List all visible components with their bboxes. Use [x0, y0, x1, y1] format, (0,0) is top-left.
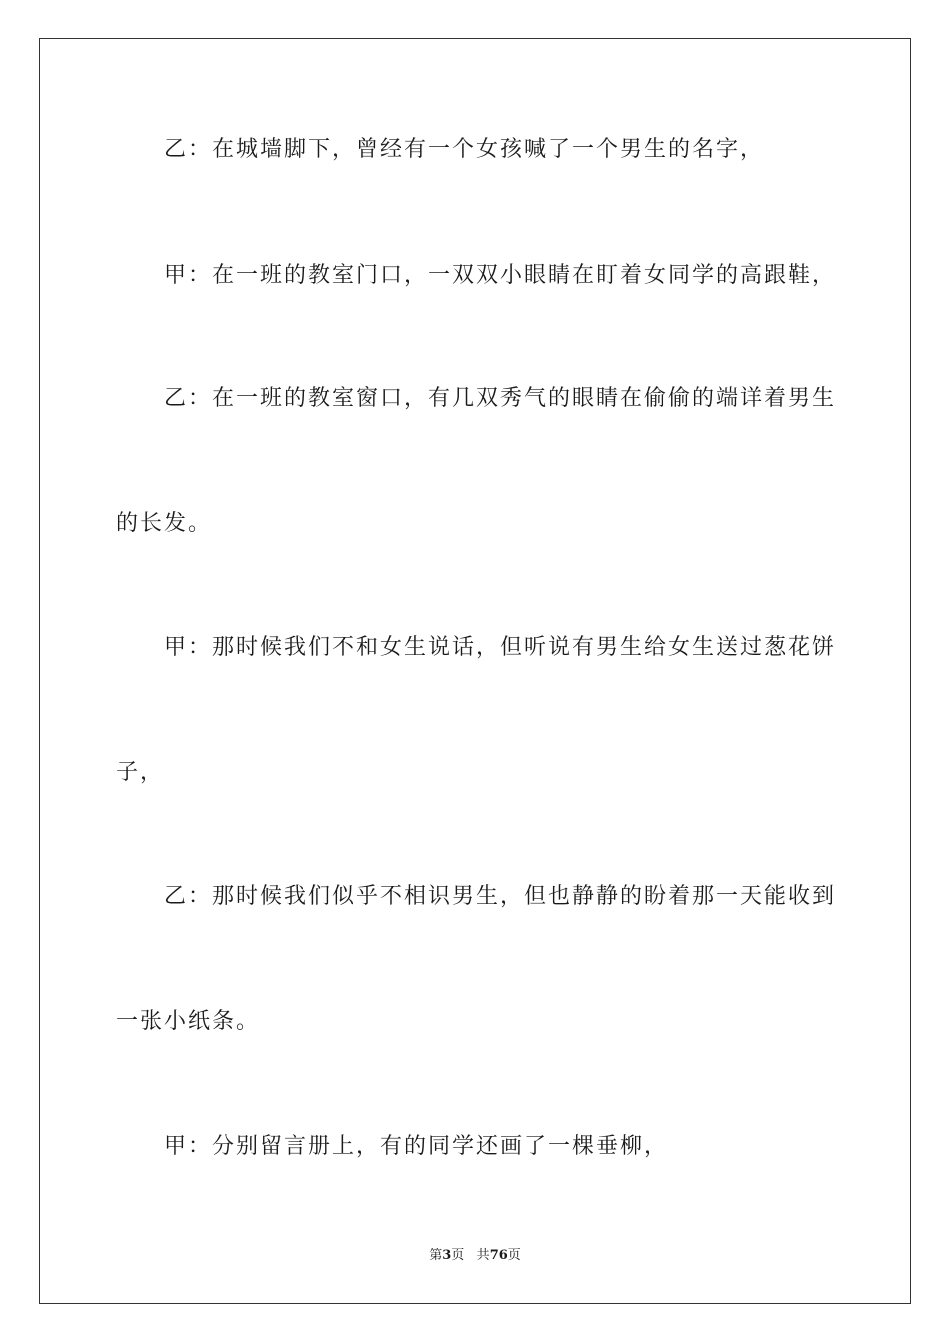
text-line-4: 的长发。 [116, 511, 213, 536]
text-line-3: 乙：在一班的教室窗口，有几双秀气的眼睛在偷偷的端详着男生 [164, 386, 837, 411]
page-border [39, 38, 911, 1304]
footer-page-number: 3 [442, 1248, 452, 1263]
text-line-8: 一张小纸条。 [116, 1009, 261, 1034]
footer-total-suffix: 页 [507, 1248, 521, 1263]
text-line-1: 乙：在城墙脚下，曾经有一个女孩喊了一个男生的名字， [164, 137, 765, 162]
text-line-2: 甲：在一班的教室门口，一双双小眼睛在盯着女同学的高跟鞋， [164, 263, 837, 288]
text-line-5: 甲：那时候我们不和女生说话，但听说有男生给女生送过葱花饼 [164, 635, 837, 660]
text-line-7: 乙：那时候我们似乎不相识男生，但也静静的盼着那一天能收到 [164, 884, 837, 909]
footer-total-prefix: 共 [476, 1248, 490, 1263]
text-line-9: 甲：分别留言册上，有的同学还画了一棵垂柳， [164, 1134, 669, 1159]
text-line-6: 子， [116, 760, 165, 785]
page-footer [0, 1247, 950, 1265]
footer-total-pages: 76 [489, 1248, 508, 1263]
footer-page-suffix: 页 [451, 1248, 465, 1263]
footer-page-prefix: 第 [429, 1248, 443, 1263]
